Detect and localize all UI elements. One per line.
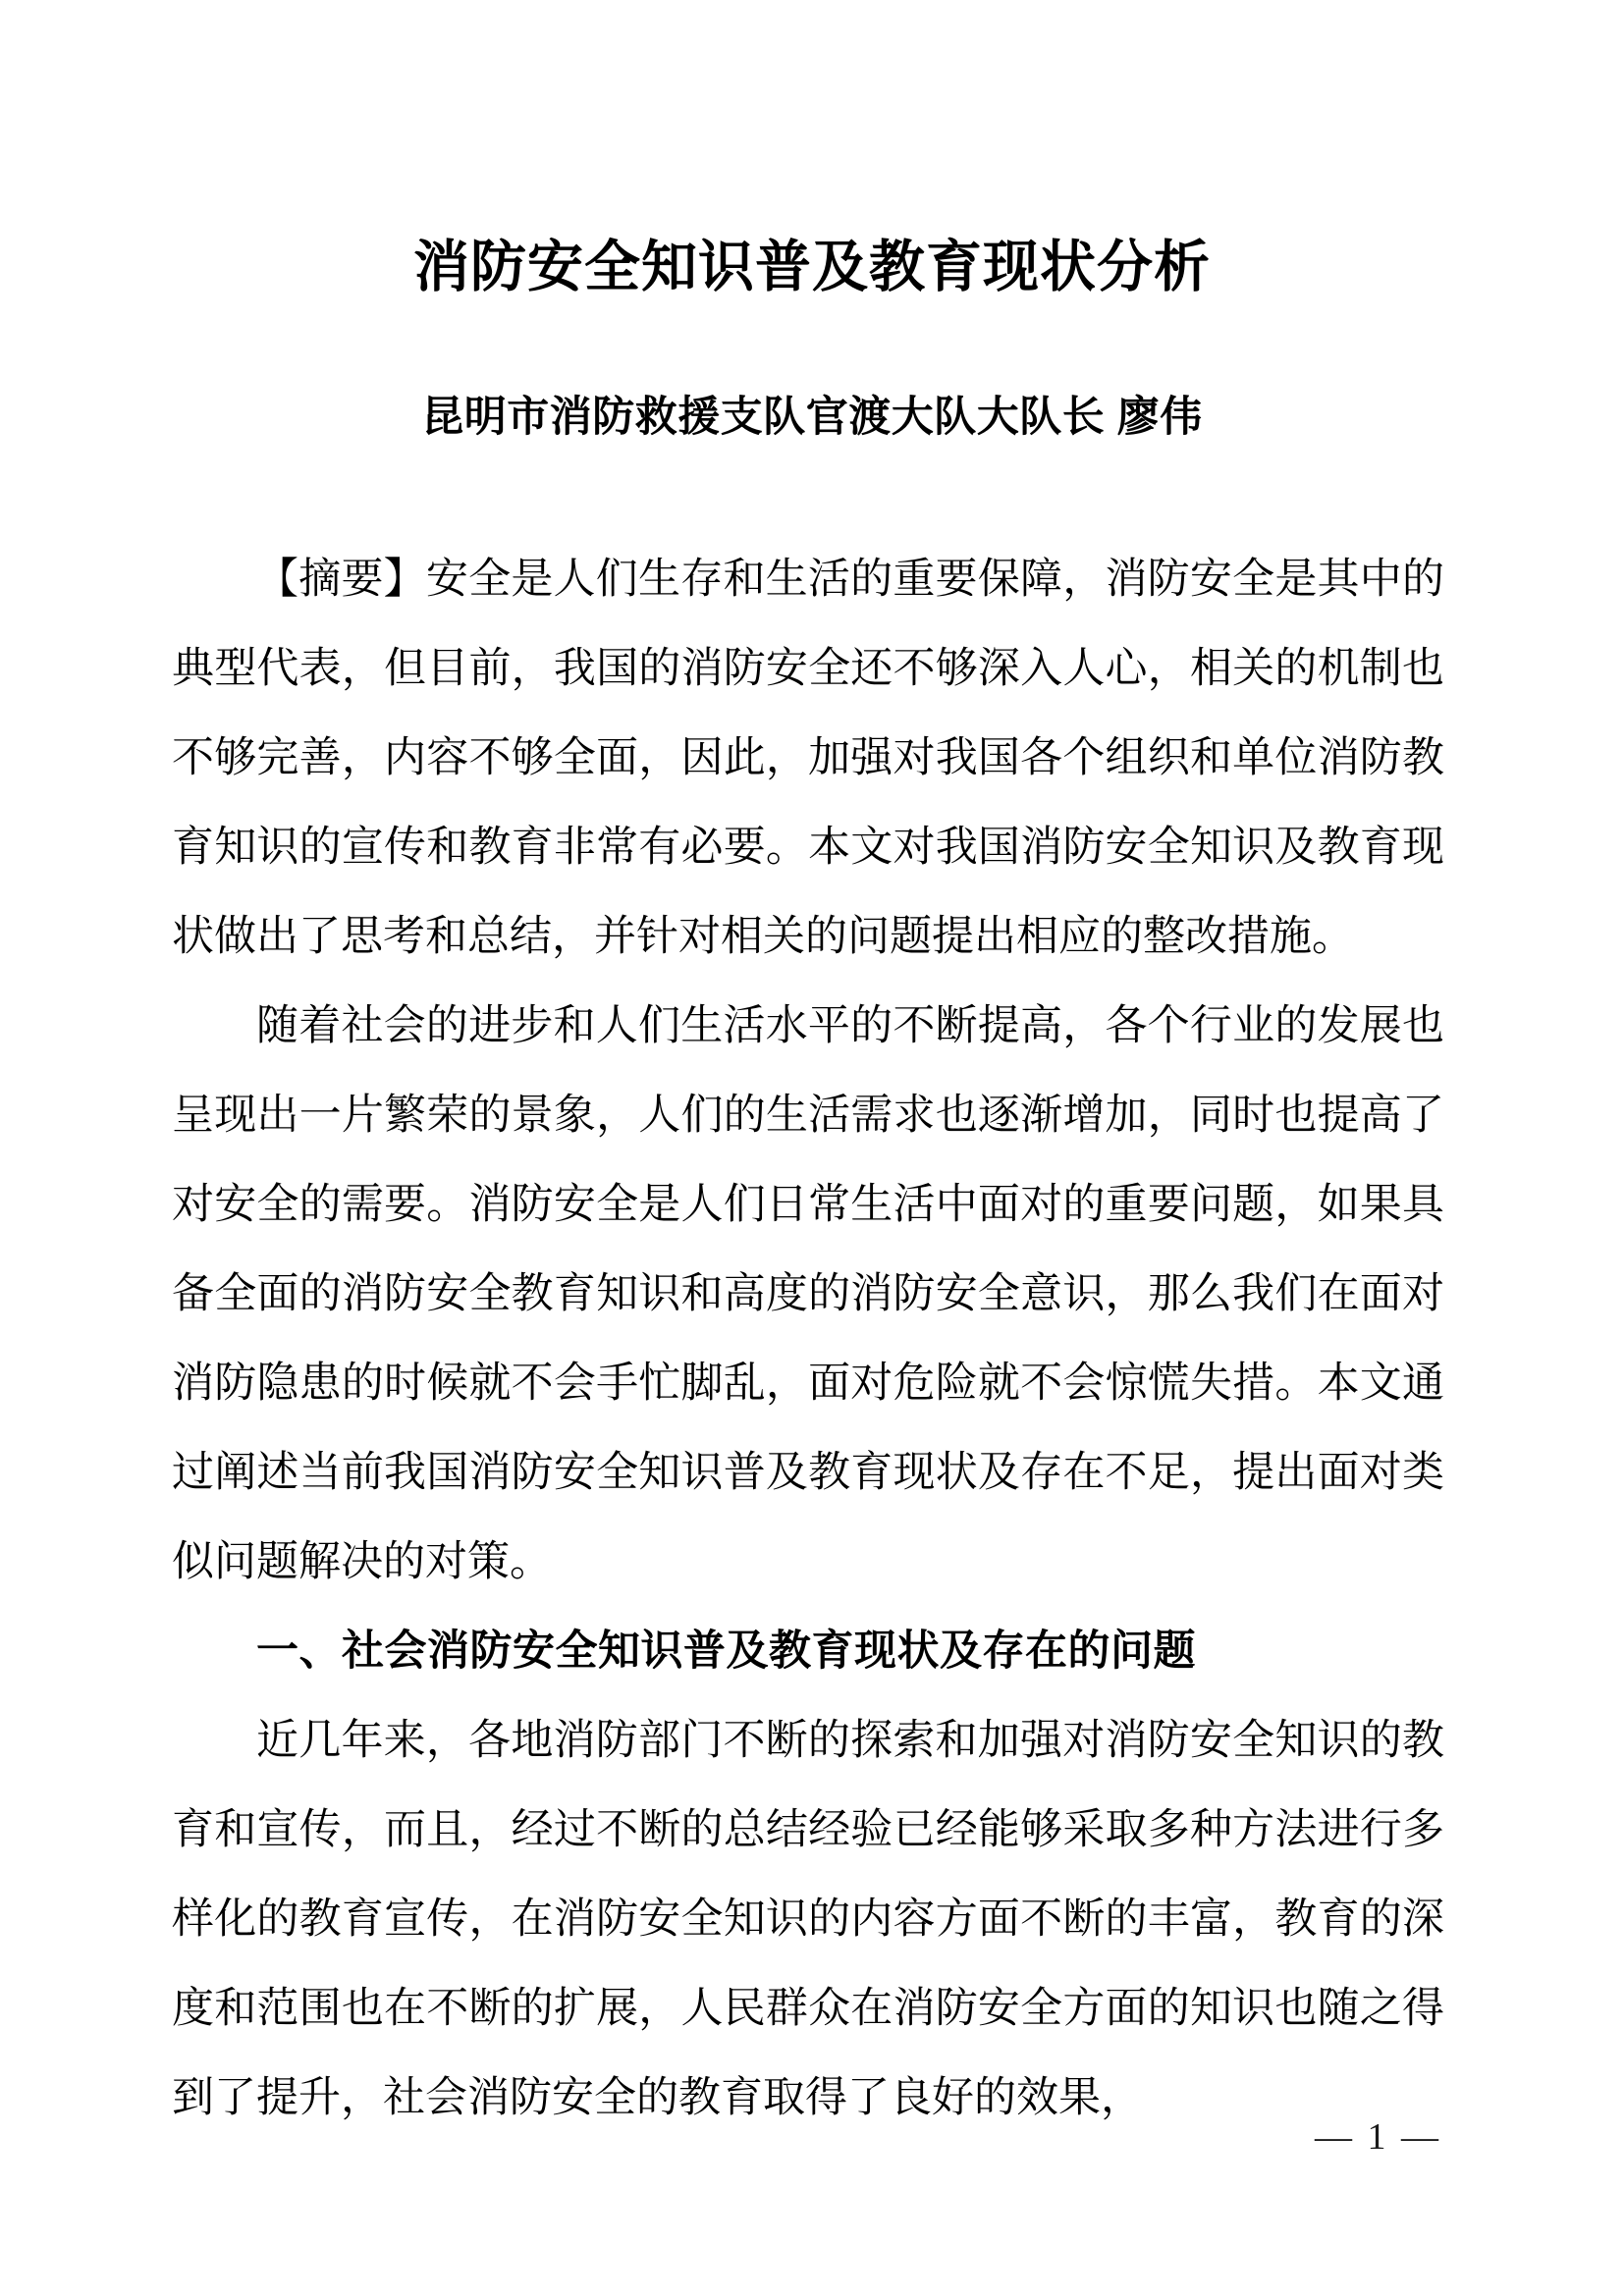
intro-paragraph: 随着社会的进步和人们生活水平的不断提高，各个行业的发展也呈现出一片繁荣的景象，人们的生活需求也逐渐增加，同时也提高了对安全的需要。消防安全是人们日常生活中面对的重要问题，如果具备全面的消防安全教育知识和高度的消防安全意识，那么我们在面对消防隐患的时候就不会手忙脚乱，面对危险就不会惊慌失措。本文通过阐述当前我国消防安全知识普及教育现状及存在不足，提出面对类似问题解决的对策。 bbox=[172, 1002, 1444, 1585]
author-byline: 昆明市消防救援支队官渡大队大队长 廖伟 bbox=[421, 394, 1203, 441]
document-body bbox=[172, 535, 1444, 2143]
page-number-footer: — 1 — bbox=[1315, 2116, 1441, 2158]
page-title: 消防安全知识普及教育现状分析 bbox=[413, 236, 1211, 299]
section-heading-1: 一、社会消防安全知识普及教育现状及存在的问题 bbox=[256, 1628, 1196, 1675]
section-1-paragraph: 近几年来，各地消防部门不断的探索和加强对消防安全知识的教育和宣传，而且，经过不断的总结经验已经能够采取多种方法进行多样化的教育宣传，在消防安全知识的内容方面不断的丰富，教育的深度和范围也在不断的扩展，人民群众在消防安全方面的知识也随之得到了提升，社会消防安全的教育取得了良好的效果， bbox=[172, 1717, 1444, 2121]
abstract-paragraph: 【摘要】安全是人们生存和生活的重要保障，消防安全是其中的典型代表，但目前，我国的消防安全还不够深入人心，相关的机制也不够完善，内容不够全面，因此，加强对我国各个组织和单位消防教育知识的宣传和教育非常有必要。本文对我国消防安全知识及教育现状做出了思考和总结，并针对相关的问题提出相应的整改措施。 bbox=[172, 556, 1444, 960]
